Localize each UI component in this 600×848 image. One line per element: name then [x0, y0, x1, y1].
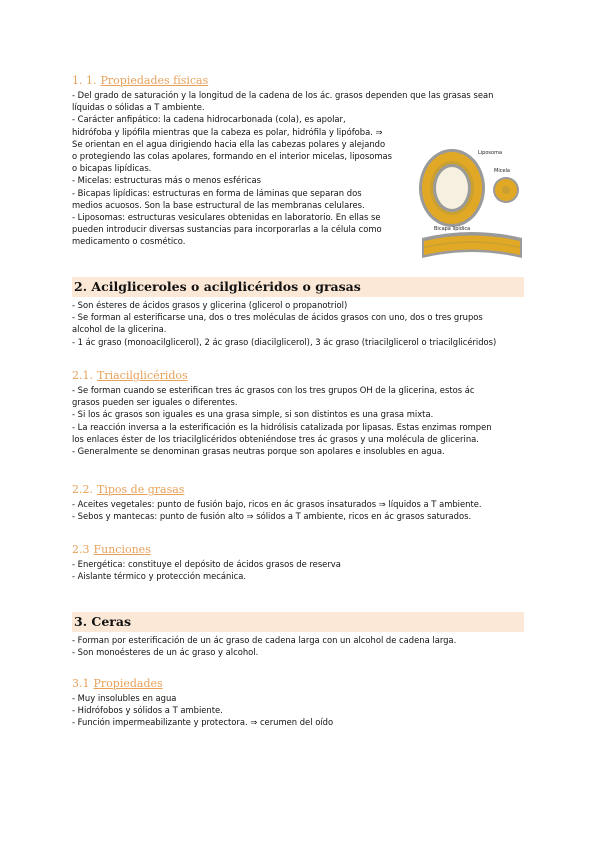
text-line: - Generalmente se denominan grasas neutras porque son apolares e insolubles en agua. [72, 446, 445, 457]
text-line: - Bicapas lipídicas: estructuras en forma de láminas que separan dos [72, 187, 362, 198]
text-line: o bicapas lipídicas. [72, 163, 152, 174]
section-2-3 [72, 543, 341, 582]
text-line: - Se forman al esterificarse una, dos o tres moléculas de ácidos grasos con uno, dos o tres grupos [72, 312, 483, 323]
lipid-structures-figure [418, 138, 526, 264]
text-line: - Hidrófobos y sólidos a T ambiente. [72, 705, 223, 716]
bilayer-illustration [422, 232, 522, 258]
text-line: - Aislante térmico y protección mecánica. [72, 571, 247, 582]
text-line: medicamento o cosmético. [72, 236, 186, 247]
text-line: - Se forman cuando se esterifican tres ác grasos con los tres grupos OH de la glicerina, estos ác [72, 385, 475, 395]
text-line: - Son monoésteres de un ác graso y alcohol. [72, 647, 259, 658]
heading-ceras: 3. Ceras [72, 612, 524, 632]
subheading-propiedades: 3.1 Propiedades [72, 677, 163, 690]
text-line: medios acuosos. Son la base estructural de las membranas celulares. [72, 199, 365, 210]
subheading-tipos-de-grasas: 2.2. Tipos de grasas [72, 483, 185, 496]
text-line: pueden introducir diversas sustancias para incorporarlas a la célula como [72, 224, 382, 235]
micelle-illustration [493, 177, 519, 203]
section-3-1 [72, 677, 333, 729]
subheading-propiedades-fisicas: 1. 1. Propiedades físicas [72, 74, 209, 87]
liposome-illustration [419, 149, 485, 227]
text-line: - Función impermeabilizante y protectora. ⇒ cerumen del oído [72, 717, 334, 728]
text-line: hidrófoba y lipófila mientras que la cabeza es polar, hidrófila y lipófoba. ⇒ [72, 126, 383, 137]
section-2-1 [72, 369, 492, 457]
section-2-body [72, 299, 496, 348]
text-line: - 1 ác graso (monoacilglicerol), 2 ác graso (diacilglicerol), 3 ác graso (triacilglicerol o triacilglicéridos) [72, 336, 497, 347]
text-line: - Micelas: estructuras más o menos esféricas [72, 175, 262, 186]
text-line: - Aceites vegetales: punto de fusión bajo, ricos en ác grasos insaturados ⇒ líquidos a T ambiente. [72, 499, 482, 509]
text-line: - Carácter anfipático: la cadena hidrocarbonada (cola), es apolar, [72, 114, 346, 125]
paragraph [72, 498, 482, 522]
section-3-body [72, 634, 456, 658]
text-line: - La reacción inversa a la esterificación es la hidrólisis catalizada por lipasas. Estas enzimas rompen [72, 421, 492, 432]
liposoma-label: Liposoma [478, 150, 503, 156]
text-line: grasos pueden ser iguales o diferentes. [72, 397, 238, 408]
text-line: - Liposomas: estructuras vesiculares obtenidas en laboratorio. En ellas se [72, 212, 381, 223]
paragraph [72, 692, 333, 729]
text-line: - Del grado de saturación y la longitud de la cadena de los ác. grasos dependen que las grasas sean [72, 90, 494, 100]
paragraph [72, 558, 341, 582]
text-line: - Forman por esterificación de un ác graso de cadena larga con un alcohol de cadena larga. [72, 635, 457, 645]
text-line: - Si los ác grasos son iguales es una grasa simple, si son distintos es una grasa mixta. [72, 409, 434, 420]
text-line: líquidas o sólidas a T ambiente. [72, 102, 205, 113]
text-line: - Sebos y mantecas: punto de fusión alto ⇒ sólidos a T ambiente, ricos en ác grasos saturados. [72, 511, 472, 522]
section-2-2 [72, 483, 482, 522]
text-line: o protegiendo las colas apolares, formando en el interior micelas, liposomas [72, 151, 392, 162]
paragraph [72, 384, 492, 457]
text-line: - Son ésteres de ácidos grasos y glicerina (glicerol o propanotriol) [72, 300, 348, 310]
micela-label: Micela [494, 168, 510, 174]
subheading-funciones: 2.3 Funciones [72, 543, 151, 556]
text-line: - Energética: constituye el depósito de ácidos grasos de reserva [72, 559, 341, 569]
text-line: los enlaces éster de los triacilglicéridos obteniéndose tres ác grasos y una molécula de glicerina. [72, 433, 479, 444]
subheading-triacilgliceridos: 2.1. Triacilglicéridos [72, 369, 188, 382]
bicapa-label: Bicapa lipídica [434, 226, 471, 232]
text-line: - Muy insolubles en agua [72, 693, 177, 703]
text-line: Se orientan en el agua dirigiendo hacia ella las cabezas polares y alejando [72, 138, 386, 149]
text-line: alcohol de la glicerina. [72, 324, 167, 335]
heading-acilgliceroles: 2. Acilgliceroles o acilglicéridos o grasas [72, 277, 524, 297]
